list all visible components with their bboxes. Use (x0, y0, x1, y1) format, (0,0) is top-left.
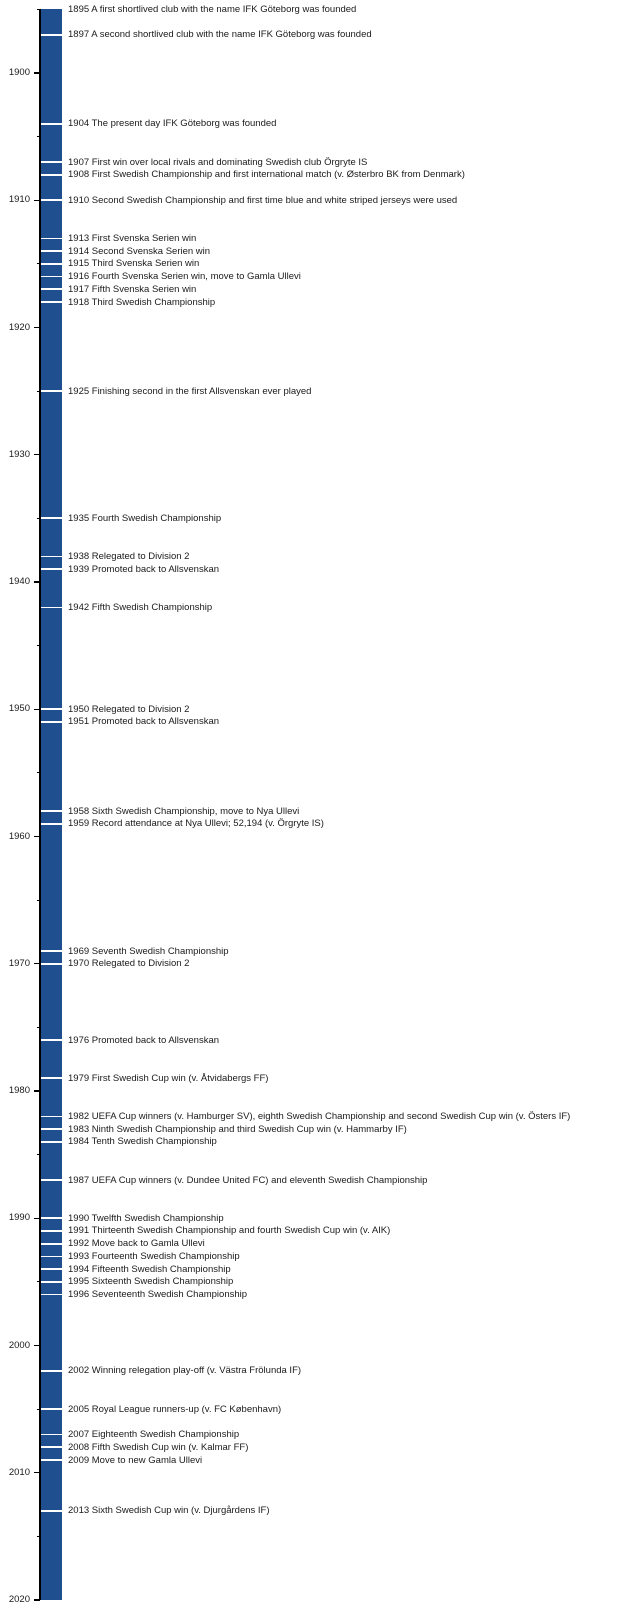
event-label: 1916 Fourth Svenska Serien win, move to Gamla Ullevi (68, 271, 301, 283)
event-label: 1993 Fourteenth Swedish Championship (68, 1250, 240, 1262)
event-label: 1969 Seventh Swedish Championship (68, 945, 229, 957)
decade-tick-label: 2020 (8, 1594, 30, 1605)
minor-tick (37, 900, 40, 901)
event-separator (41, 963, 62, 965)
major-tick (34, 200, 40, 201)
major-tick (34, 1090, 40, 1091)
event-label: 1914 Second Svenska Serien win (68, 245, 211, 257)
event-separator (41, 301, 62, 303)
event-separator (41, 1370, 62, 1372)
event-separator (41, 1141, 62, 1143)
minor-tick (37, 9, 40, 10)
event-label: 1910 Second Swedish Championship and first time blue and white striped jerseys were used (68, 194, 458, 206)
event-label: 1917 Fifth Svenska Serien win (68, 283, 197, 295)
event-label: 1959 Record attendance at Nya Ullevi; 52,194 (v. Örgryte IS) (68, 818, 324, 830)
minor-tick (37, 1027, 40, 1028)
decade-tick-label: 1940 (8, 576, 30, 587)
event-separator (41, 1510, 62, 1512)
event-separator (41, 1243, 62, 1245)
event-label: 1918 Third Swedish Championship (68, 296, 216, 308)
event-separator (41, 823, 62, 825)
event-label: 1982 UEFA Cup winners (v. Hamburger SV), eighth Swedish Championship and second Swedish Cup win (v. Östers IF) (68, 1110, 571, 1122)
decade-tick-label: 1910 (8, 194, 30, 206)
event-separator (41, 199, 62, 201)
event-separator (41, 238, 62, 240)
minor-tick (37, 391, 40, 392)
event-separator (41, 1230, 62, 1232)
event-separator (41, 1217, 62, 1219)
event-label: 1991 Thirteenth Swedish Championship and fourth Swedish Cup win (v. AIK) (68, 1225, 391, 1237)
event-label: 1979 First Swedish Cup win (v. Åtvidabergs FF) (68, 1072, 269, 1084)
event-label: 1913 First Svenska Serien win (68, 232, 197, 244)
event-label: 1994 Fifteenth Swedish Championship (68, 1263, 231, 1275)
major-tick (34, 581, 40, 582)
major-tick (34, 709, 40, 710)
decade-tick-label: 1970 (8, 957, 30, 969)
decade-tick-label: 1990 (8, 1212, 30, 1224)
major-tick (34, 454, 40, 455)
event-label: 1958 Sixth Swedish Championship, move to Nya Ullevi (68, 805, 300, 817)
event-separator (41, 950, 62, 952)
decade-tick-label: 1980 (8, 1085, 30, 1096)
event-separator (41, 1039, 62, 1041)
event-label: 1970 Relegated to Division 2 (68, 958, 190, 970)
event-separator (41, 390, 62, 392)
event-separator (41, 174, 62, 176)
decade-tick-label: 1960 (8, 830, 30, 842)
event-label: 1950 Relegated to Division 2 (68, 703, 190, 715)
event-label: 1895 A first shortlived club with the name IFK Göteborg was founded (68, 3, 357, 15)
event-label: 1915 Third Svenska Serien win (68, 258, 200, 270)
major-tick (34, 963, 40, 964)
major-tick (34, 1472, 40, 1473)
minor-tick (37, 263, 40, 264)
event-label: 1983 Ninth Swedish Championship and third Swedish Cup win (v. Hammarby IF) (68, 1123, 407, 1135)
event-separator (41, 263, 62, 265)
event-separator (41, 1268, 62, 1270)
event-separator (41, 34, 62, 36)
event-label: 1935 Fourth Swedish Championship (68, 512, 222, 524)
decade-tick-label: 2010 (8, 1466, 30, 1478)
minor-tick (37, 645, 40, 646)
event-separator (41, 1446, 62, 1448)
event-label: 2008 Fifth Swedish Cup win (v. Kalmar FF) (68, 1441, 249, 1453)
event-separator (41, 1294, 62, 1296)
decade-tick-label: 1920 (8, 321, 30, 333)
major-tick (34, 836, 40, 837)
event-separator (41, 517, 62, 519)
event-label: 2009 Move to new Gamla Ullevi (68, 1454, 203, 1466)
event-separator (41, 1281, 62, 1283)
decade-tick-label: 1950 (8, 703, 30, 715)
timeline-bar (41, 9, 62, 1600)
event-separator (41, 288, 62, 290)
event-label: 1995 Sixteenth Swedish Championship (68, 1276, 234, 1288)
event-label: 1907 First win over local rivals and dominating Swedish club Örgryte IS (68, 156, 368, 168)
event-label: 2013 Sixth Swedish Cup win (v. Djurgårdens IF) (68, 1505, 270, 1517)
event-label: 1990 Twelfth Swedish Championship (68, 1212, 224, 1224)
event-separator (41, 1256, 62, 1258)
major-tick (34, 327, 40, 328)
minor-tick (37, 136, 40, 137)
major-tick (34, 1345, 40, 1346)
decade-tick-label: 1930 (8, 448, 30, 460)
major-tick (34, 1599, 40, 1600)
event-label: 1942 Fifth Swedish Championship (68, 601, 213, 613)
major-tick (34, 72, 40, 73)
event-label: 1976 Promoted back to Allsvenskan (68, 1034, 220, 1046)
event-separator (41, 607, 62, 609)
event-separator (41, 161, 62, 163)
event-separator (41, 810, 62, 812)
event-label: 2005 Royal League runners-up (v. FC København) (68, 1403, 282, 1415)
event-separator (41, 1179, 62, 1181)
minor-tick (37, 772, 40, 773)
event-label: 1951 Promoted back to Allsvenskan (68, 716, 220, 728)
event-label: 1897 A second shortlived club with the name IFK Göteborg was founded (68, 29, 372, 41)
event-label: 2002 Winning relegation play-off (v. Västra Frölunda IF) (68, 1365, 302, 1377)
event-label: 1987 UEFA Cup winners (v. Dundee United FC) and eleventh Swedish Championship (68, 1174, 428, 1186)
minor-tick (37, 1409, 40, 1410)
major-tick (34, 1218, 40, 1219)
event-label: 1996 Seventeenth Swedish Championship (68, 1289, 248, 1301)
decade-tick-label: 2000 (8, 1339, 30, 1351)
event-label: 1908 First Swedish Championship and first international match (v. Østerbro BK from Denmark) (68, 169, 465, 181)
event-separator (41, 1128, 62, 1130)
minor-tick (37, 1281, 40, 1282)
event-label: 2007 Eighteenth Swedish Championship (68, 1429, 240, 1441)
event-separator (41, 1459, 62, 1461)
event-separator (41, 1077, 62, 1079)
event-separator (41, 123, 62, 125)
event-separator (41, 276, 62, 278)
event-separator (41, 1116, 62, 1118)
event-label: 1984 Tenth Swedish Championship (68, 1136, 217, 1148)
event-separator (41, 1408, 62, 1410)
event-label: 1925 Finishing second in the first Allsvenskan ever played (68, 385, 312, 397)
event-separator (41, 556, 62, 558)
minor-tick (37, 1536, 40, 1537)
event-separator (41, 1434, 62, 1436)
event-label: 1938 Relegated to Division 2 (68, 551, 190, 563)
minor-tick (37, 1154, 40, 1155)
event-separator (41, 568, 62, 570)
event-label: 1939 Promoted back to Allsvenskan (68, 563, 220, 575)
decade-tick-label: 1900 (8, 67, 30, 78)
event-separator (41, 708, 62, 710)
minor-tick (37, 518, 40, 519)
event-label: 1904 The present day IFK Göteborg was founded (68, 118, 277, 130)
event-separator (41, 250, 62, 252)
event-separator (41, 721, 62, 723)
event-label: 1992 Move back to Gamla Ullevi (68, 1238, 205, 1250)
